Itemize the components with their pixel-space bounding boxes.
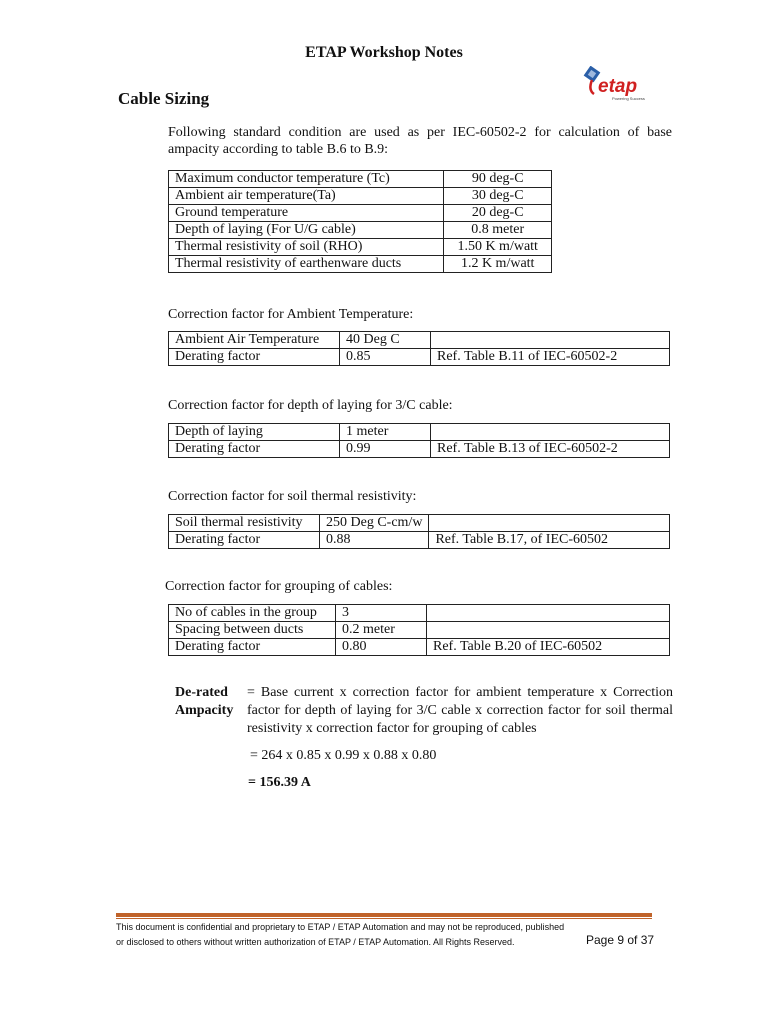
table-row	[169, 515, 670, 532]
page-number: Page 9 of 37	[586, 933, 655, 947]
table-cell: No of cables in the group	[169, 605, 336, 622]
footer-disclaimer-line2: or disclosed to others without written authorization of ETAP / ETAP Automation. All Rights Reserved.	[116, 937, 515, 947]
depth-caption: Correction factor for depth of laying for 3/C cable:	[168, 398, 453, 413]
table-cell: Depth of laying (For U/G cable)	[169, 222, 444, 239]
table-cell: Soil thermal resistivity	[169, 515, 320, 532]
table-cell: Ref. Table B.11 of IEC-60502-2	[431, 349, 670, 366]
table-row	[169, 332, 670, 349]
table-cell: Ground temperature	[169, 205, 444, 222]
table-cell	[429, 515, 670, 532]
footer-rule	[116, 913, 652, 917]
derated-result: = 156.39 A	[248, 775, 311, 790]
ambient-caption: Correction factor for Ambient Temperature:	[168, 307, 414, 322]
table-cell: 0.88	[320, 532, 429, 549]
etap-logo	[578, 66, 648, 104]
svg-text:Powering Success: Powering Success	[612, 96, 645, 101]
table-cell	[431, 332, 670, 349]
table-row	[169, 239, 552, 256]
table-cell: 20 deg-C	[444, 205, 552, 222]
table-row	[169, 622, 670, 639]
table-cell	[427, 622, 670, 639]
derated-calculation: = 264 x 0.85 x 0.99 x 0.88 x 0.80	[250, 748, 437, 763]
footer-rule-thin	[116, 918, 652, 919]
table-cell: Ambient Air Temperature	[169, 332, 340, 349]
ambient-table	[168, 331, 670, 366]
table-row	[169, 205, 552, 222]
table-cell: Derating factor	[169, 349, 340, 366]
table-row	[169, 639, 670, 656]
table-row	[169, 349, 670, 366]
derated-equation: = Base current x correction factor for ambient temperature x Correction factor for depth of laying for 3/C cable x correction factor for soil thermal resistivity x correction factor for grouping of cables	[247, 685, 673, 736]
table-cell: Ref. Table B.20 of IEC-60502	[427, 639, 670, 656]
table-cell: Maximum conductor temperature (Tc)	[169, 171, 444, 188]
table-cell: 0.99	[340, 441, 431, 458]
table-row	[169, 532, 670, 549]
table-cell	[427, 605, 670, 622]
derated-label	[175, 684, 255, 720]
soil-caption: Correction factor for soil thermal resistivity:	[168, 489, 417, 504]
section-title: Cable Sizing	[118, 89, 210, 108]
table-cell: Ref. Table B.13 of IEC-60502-2	[431, 441, 670, 458]
standard-conditions-table	[168, 170, 552, 273]
table-cell: Ref. Table B.17, of IEC-60502	[429, 532, 670, 549]
table-cell: Ambient air temperature(Ta)	[169, 188, 444, 205]
table-cell: 0.8 meter	[444, 222, 552, 239]
svg-text:etap: etap	[598, 76, 638, 97]
derated-label-line1: De-rated	[175, 685, 228, 700]
table-cell	[431, 424, 670, 441]
table-cell: 40 Deg C	[340, 332, 431, 349]
table-row	[169, 188, 552, 205]
table-cell: 0.85	[340, 349, 431, 366]
table-row	[169, 171, 552, 188]
footer-disclaimer-line1: This document is confidential and proprietary to ETAP / ETAP Automation and may not be reproduced, published	[116, 922, 565, 932]
table-row	[169, 424, 670, 441]
table-cell: 1.2 K m/watt	[444, 256, 552, 273]
document-header: ETAP Workshop Notes	[305, 44, 463, 61]
derated-label-line2: Ampacity	[175, 703, 234, 718]
table-cell: 250 Deg C-cm/w	[320, 515, 429, 532]
grouping-table	[168, 604, 670, 656]
table-row	[169, 256, 552, 273]
table-cell: Derating factor	[169, 441, 340, 458]
table-cell: Thermal resistivity of soil (RHO)	[169, 239, 444, 256]
table-cell: 3	[336, 605, 427, 622]
grouping-caption: Correction factor for grouping of cables:	[165, 579, 393, 594]
table-row	[169, 441, 670, 458]
table-cell: 1.50 K m/watt	[444, 239, 552, 256]
soil-table	[168, 514, 670, 549]
table-cell: Thermal resistivity of earthenware ducts	[169, 256, 444, 273]
table-cell: Depth of laying	[169, 424, 340, 441]
depth-table	[168, 423, 670, 458]
table-cell: 0.80	[336, 639, 427, 656]
table-cell: Derating factor	[169, 532, 320, 549]
table-row	[169, 605, 670, 622]
table-cell: 90 deg-C	[444, 171, 552, 188]
intro-paragraph: Following standard condition are used as per IEC-60502-2 for calculation of base ampacity according to table B.6 to B.9:	[168, 125, 672, 157]
table-row	[169, 222, 552, 239]
table-cell: Derating factor	[169, 639, 336, 656]
table-cell: 30 deg-C	[444, 188, 552, 205]
table-cell: Spacing between ducts	[169, 622, 336, 639]
table-cell: 1 meter	[340, 424, 431, 441]
table-cell: 0.2 meter	[336, 622, 427, 639]
